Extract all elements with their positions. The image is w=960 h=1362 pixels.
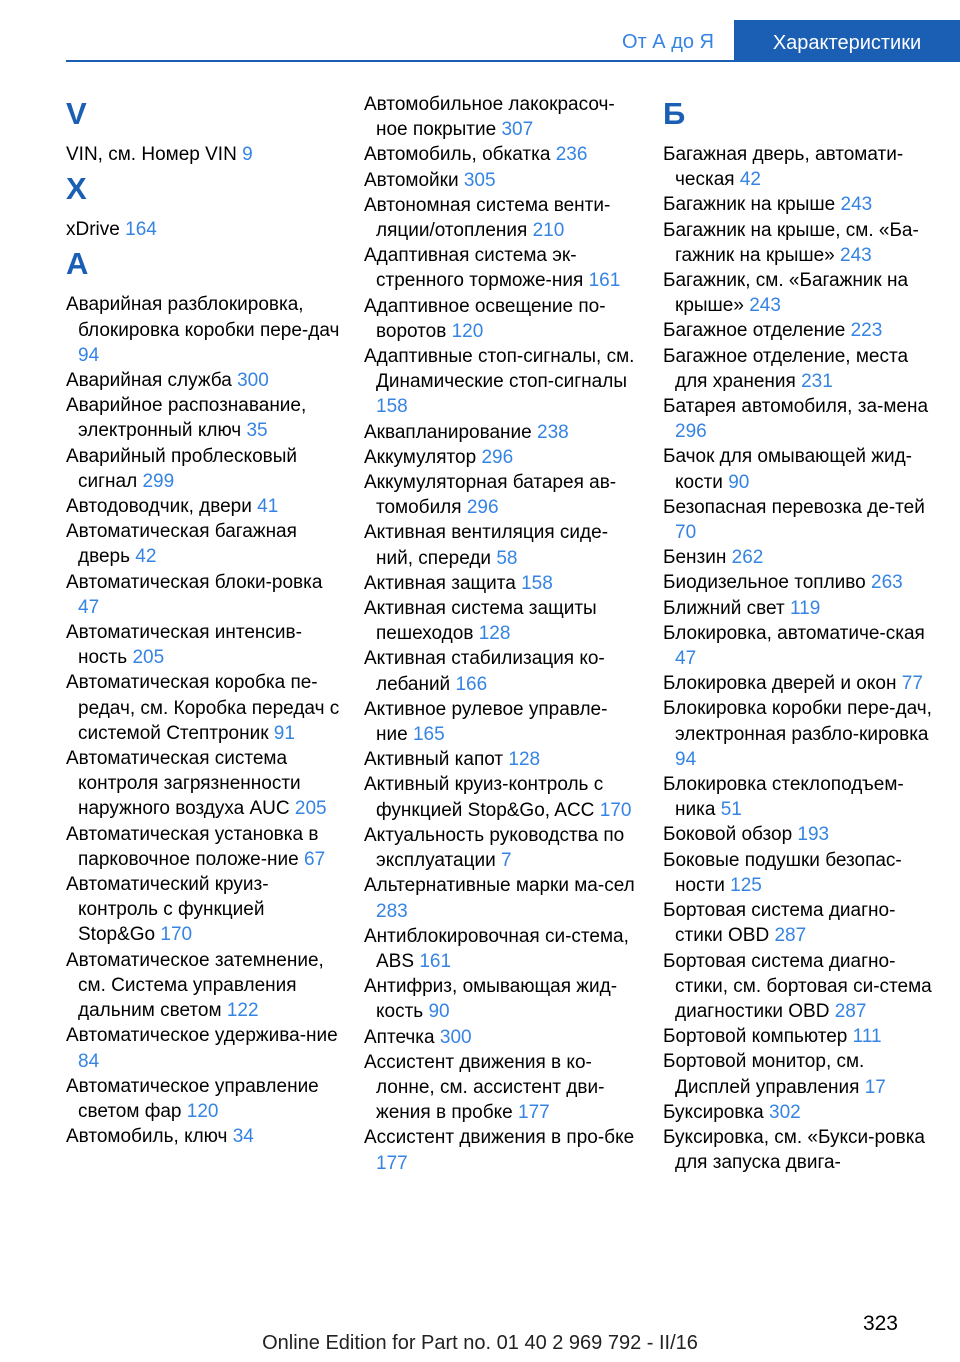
index-entry-text: Активная стабилизация ко-лебаний bbox=[364, 648, 605, 695]
index-page-link[interactable]: 47 bbox=[78, 596, 100, 618]
index-page-link[interactable]: 9 bbox=[242, 144, 253, 165]
index-entry bbox=[364, 747, 639, 772]
index-page-link[interactable]: 287 bbox=[774, 925, 807, 947]
index-page-link[interactable]: 287 bbox=[834, 1000, 867, 1022]
index-page-link[interactable]: 263 bbox=[871, 572, 903, 594]
index-entry bbox=[66, 393, 341, 443]
index-page-link[interactable]: 299 bbox=[142, 470, 175, 492]
index-page-link[interactable]: 205 bbox=[294, 798, 327, 820]
index-page-link[interactable]: 164 bbox=[125, 219, 157, 241]
index-entry-text: VIN, см. Номер VIN bbox=[66, 144, 237, 165]
index-column-3 bbox=[663, 92, 938, 1175]
index-entry bbox=[364, 168, 639, 193]
index-entry-text: Автоматическая система контроля загрязненности наружного воздуха AUC bbox=[66, 748, 301, 820]
index-entry-text: Ассистент движения в ко-лонне, см. ассистент дви-жения в пробке bbox=[364, 1051, 605, 1124]
index-entry bbox=[66, 519, 341, 569]
index-page-link[interactable]: 128 bbox=[508, 749, 541, 771]
index-page-link[interactable]: 231 bbox=[801, 370, 833, 392]
index-entry-text: Автоматическая багажная дверь bbox=[66, 521, 297, 568]
index-entry bbox=[66, 822, 341, 872]
index-entry-text: Автономная система венти-ляции/отопления bbox=[364, 194, 611, 242]
index-entry-text: Антиблокировочная си-стема, ABS bbox=[364, 925, 629, 972]
index-entry bbox=[663, 545, 938, 570]
index-entry-text: Багажник на крыше, см. «Ба-гажник на крыше» bbox=[663, 219, 919, 266]
index-entry bbox=[364, 596, 639, 646]
index-entry-text: xDrive bbox=[66, 219, 120, 241]
edition-footer bbox=[0, 1332, 960, 1355]
index-page-link[interactable]: 296 bbox=[466, 497, 499, 519]
index-page-link[interactable]: 302 bbox=[769, 1101, 801, 1123]
index-entry-text: Багажник, см. «Багажник на крыше» bbox=[663, 270, 909, 317]
index-page-link[interactable]: 243 bbox=[749, 295, 781, 317]
index-entry-text: Альтернативные марки ма-сел bbox=[364, 875, 635, 897]
index-entry-text: Аварийное распознавание, электронный ключ bbox=[66, 395, 307, 442]
index-page-link[interactable]: 94 bbox=[675, 748, 697, 770]
index-entry-text: Адаптивные стоп-сигналы, см. Динамические стоп-сигналы bbox=[364, 346, 635, 393]
index-entry bbox=[66, 620, 341, 670]
index-entry-text: Бортовая система диагно-стики, см. бортовая си-стема диагностики OBD bbox=[663, 950, 932, 1022]
index-entry bbox=[663, 318, 938, 343]
index-page-link[interactable]: 296 bbox=[675, 421, 707, 443]
index-page-link[interactable]: 300 bbox=[439, 1026, 472, 1048]
index-entry-text: Активная система защиты пешеходов bbox=[364, 598, 597, 645]
index-page-link[interactable]: 58 bbox=[496, 547, 518, 569]
index-entry bbox=[364, 974, 639, 1024]
page-number: 323 bbox=[862, 1312, 898, 1335]
index-entry bbox=[364, 294, 639, 344]
index-entry-text: Автомойки bbox=[364, 169, 459, 191]
index-entry bbox=[66, 1023, 341, 1073]
chapter-label[interactable]: Характеристики bbox=[734, 20, 960, 62]
index-entry bbox=[364, 344, 639, 420]
index-page-link[interactable]: 236 bbox=[555, 144, 588, 166]
index-page-link[interactable]: 170 bbox=[599, 799, 632, 821]
index-page-link[interactable]: 77 bbox=[901, 673, 923, 695]
index-entry-text: Актуальность руководства по эксплуатации bbox=[364, 824, 625, 872]
index-entry bbox=[66, 872, 341, 948]
index-letter-heading: V bbox=[66, 96, 87, 131]
index-entry-text: Биодизельное топливо bbox=[663, 572, 866, 594]
index-page-link[interactable]: 307 bbox=[501, 119, 534, 141]
index-page-link[interactable]: 243 bbox=[840, 244, 872, 266]
index-entry bbox=[663, 444, 938, 494]
index-entry bbox=[663, 772, 938, 822]
index-entry bbox=[663, 596, 938, 621]
index-page-link[interactable]: 305 bbox=[463, 169, 496, 191]
index-entry-text: Адаптивное освещение по-воротов bbox=[364, 295, 606, 342]
index-entry-text: Бортовой монитор, см. Дисплей управления bbox=[663, 1051, 865, 1098]
header-rule bbox=[66, 60, 960, 62]
index-entry bbox=[364, 1125, 639, 1175]
index-entry-text: Батарея автомобиля, за-мена bbox=[663, 396, 929, 418]
section-label[interactable]: От А до Я bbox=[622, 31, 714, 53]
index-entry-text: Аварийная разблокировка, блокировка коробки пере-дач bbox=[66, 294, 340, 341]
index-letter-heading: Б bbox=[663, 96, 686, 131]
index-entry-text: Автоматическая коробка пе-редач, см. Коробка передач с системой Стептроник bbox=[66, 672, 340, 744]
index-page-link[interactable]: 238 bbox=[537, 421, 569, 443]
index-page-link[interactable]: 91 bbox=[273, 722, 295, 744]
index-entry bbox=[663, 495, 938, 545]
index-entry bbox=[663, 394, 938, 444]
index-entry bbox=[66, 948, 341, 1024]
index-page-link[interactable]: 158 bbox=[521, 572, 553, 594]
index-page-link[interactable]: 177 bbox=[518, 1102, 550, 1124]
index-entry bbox=[663, 848, 938, 898]
index-entry-text: Автоматическое управление светом фар bbox=[66, 1075, 319, 1122]
index-entry bbox=[66, 746, 341, 822]
index-entry-text: Автоматическая интенсив-ность bbox=[66, 622, 302, 669]
index-page-link[interactable]: 122 bbox=[226, 1000, 259, 1022]
index-page-link[interactable]: 161 bbox=[588, 270, 621, 292]
index-entry bbox=[663, 822, 938, 847]
index-entry bbox=[66, 1124, 341, 1149]
index-entry-text: Буксировка, см. «Букси-ровка для запуска двига- bbox=[663, 1126, 926, 1174]
index-entry bbox=[364, 193, 639, 243]
index-entry-text: Активное рулевое управле-ние bbox=[364, 698, 608, 746]
index-entry bbox=[364, 571, 639, 596]
index-entry-text: Аккумуляторная батарея ав-томобиля bbox=[364, 472, 617, 519]
index-entry bbox=[663, 218, 938, 268]
index-entry bbox=[66, 570, 341, 620]
index-entry bbox=[66, 142, 341, 167]
index-entry bbox=[663, 1125, 938, 1175]
index-entry bbox=[663, 621, 938, 671]
index-entry-text: Антифриз, омывающая жид-кость bbox=[364, 976, 618, 1023]
index-entry bbox=[66, 217, 341, 242]
index-page-link[interactable]: 205 bbox=[132, 647, 165, 669]
index-page-link[interactable]: 120 bbox=[451, 320, 484, 342]
index-entry-text: Багажная дверь, автомати-ческая bbox=[663, 144, 904, 191]
index-entry bbox=[364, 873, 639, 923]
index-entry bbox=[364, 823, 639, 873]
index-entry-text: Аквапланирование bbox=[364, 421, 532, 443]
index-entry bbox=[364, 924, 639, 974]
index-entry bbox=[663, 1049, 938, 1099]
index-entry-text: Автоматическая установка в парковочное положе-ние bbox=[66, 823, 319, 870]
index-entry-text: Бортовой компьютер bbox=[663, 1026, 848, 1048]
index-entry bbox=[364, 142, 639, 167]
index-page-link[interactable]: 166 bbox=[455, 673, 488, 695]
index-entry-text: Автоматическое затемнение, см. Система управления дальним светом bbox=[66, 949, 324, 1022]
index-entry-text: Боковые подушки безопас-ности bbox=[663, 849, 902, 896]
index-entry-text: Аварийный проблесковый сигнал bbox=[66, 445, 298, 492]
index-entry-text: Блокировка, автоматиче-ская bbox=[663, 622, 925, 644]
edition-text: Online Edition for Part no. 01 40 2 969 792 - II/16 bbox=[262, 1332, 698, 1354]
index-page-link[interactable]: 90 bbox=[428, 1001, 450, 1023]
index-page-link[interactable]: 34 bbox=[232, 1126, 254, 1148]
index-entry-text: Активный круиз-контроль с функцией Stop&Go, ACC bbox=[364, 774, 604, 821]
index-column-2 bbox=[364, 92, 639, 1176]
index-entry-text: Активная защита bbox=[364, 572, 516, 594]
index-entry bbox=[364, 772, 639, 822]
index-page-link[interactable]: 262 bbox=[731, 547, 764, 569]
index-entry-text: Буксировка bbox=[663, 1101, 764, 1123]
index-page-link[interactable]: 300 bbox=[237, 370, 269, 392]
index-page-link[interactable]: 94 bbox=[78, 344, 100, 366]
index-page-link[interactable]: 119 bbox=[789, 597, 821, 619]
index-page-link[interactable]: 125 bbox=[730, 874, 762, 896]
index-entry bbox=[364, 646, 639, 696]
index-entry bbox=[364, 92, 639, 142]
index-entry bbox=[663, 898, 938, 948]
index-entry-text: Автоматическое удержива-ние bbox=[66, 1025, 338, 1047]
index-entry-text: Ассистент движения в про-бке bbox=[364, 1127, 635, 1149]
index-letter-heading: А bbox=[66, 246, 89, 282]
index-entry-text: Багажное отделение, места для хранения bbox=[663, 345, 909, 392]
index-entry-text: Ближний свет bbox=[663, 597, 785, 619]
index-page-link[interactable]: 120 bbox=[186, 1100, 219, 1122]
index-entry-text: Багажник на крыше bbox=[663, 194, 836, 216]
index-page-link[interactable]: 158 bbox=[376, 396, 408, 418]
index-page-link[interactable]: 170 bbox=[160, 924, 193, 946]
index-page-link[interactable]: 7 bbox=[500, 850, 512, 872]
index-entry bbox=[663, 1100, 938, 1125]
index-entry bbox=[364, 420, 639, 445]
index-entry-text: Блокировка коробки пере-дач, электронная разбло-кировка bbox=[663, 698, 932, 745]
page-header bbox=[0, 0, 960, 62]
index-page-link[interactable]: 177 bbox=[376, 1152, 408, 1174]
index-page-link[interactable]: 42 bbox=[739, 169, 761, 191]
index-entry-text: Бензин bbox=[663, 547, 727, 569]
index-entry-text: Аварийная служба bbox=[66, 370, 232, 392]
index-entry-text: Активный капот bbox=[364, 749, 504, 771]
index-page-link[interactable]: 223 bbox=[850, 320, 883, 342]
index-page-link[interactable]: 51 bbox=[720, 799, 742, 821]
index-entry-text: Автоматический круиз-контроль с функцией Stop&Go bbox=[66, 874, 269, 946]
index-entry bbox=[364, 520, 639, 570]
index-entry-text: Бачок для омывающей жид-кости bbox=[663, 446, 913, 493]
index-entry-text: Блокировка стеклоподъем-ника bbox=[663, 774, 904, 821]
index-entry bbox=[364, 1025, 639, 1050]
index-entry-text: Блокировка дверей и окон bbox=[663, 673, 897, 695]
index-entry-text: Автомобиль, обкатка bbox=[364, 144, 551, 166]
index-page-link[interactable]: 35 bbox=[246, 420, 268, 442]
index-entry bbox=[66, 292, 341, 368]
index-page-link[interactable]: 17 bbox=[864, 1076, 886, 1098]
index-page-link[interactable]: 42 bbox=[135, 546, 157, 568]
index-entry bbox=[663, 344, 938, 394]
index-entry-text: Аккумулятор bbox=[364, 446, 477, 468]
index-entry bbox=[66, 670, 341, 746]
index-page-link[interactable]: 84 bbox=[78, 1050, 100, 1072]
index-page-link[interactable]: 243 bbox=[840, 194, 873, 216]
index-entry bbox=[663, 696, 938, 772]
index-page-link[interactable]: 210 bbox=[532, 220, 565, 242]
index-entry bbox=[663, 192, 938, 217]
index-page-link[interactable]: 111 bbox=[852, 1026, 882, 1048]
index-entry-text: Аптечка bbox=[364, 1026, 435, 1048]
index-entry bbox=[364, 445, 639, 470]
index-page-link[interactable]: 47 bbox=[675, 648, 697, 670]
index-entry-text: Безопасная перевозка де-тей bbox=[663, 496, 925, 518]
index-page-link[interactable]: 165 bbox=[412, 724, 445, 746]
index-entry-text: Боковой обзор bbox=[663, 824, 793, 846]
index-page-link[interactable]: 296 bbox=[481, 446, 514, 468]
index-entry bbox=[66, 368, 341, 393]
index-entry bbox=[663, 142, 938, 192]
index-entry-text: Бортовая система диагно-стики OBD bbox=[663, 900, 896, 947]
index-column-1 bbox=[66, 92, 341, 1149]
index-entry bbox=[663, 570, 938, 595]
index-entry bbox=[364, 243, 639, 293]
index-entry-text: Активная вентиляция сиде-ний, спереди bbox=[364, 522, 609, 569]
index-entry bbox=[663, 671, 938, 696]
index-entry-text: Багажное отделение bbox=[663, 320, 846, 342]
index-page-link[interactable]: 128 bbox=[478, 623, 511, 645]
index-entry bbox=[66, 1074, 341, 1124]
index-page-link[interactable]: 193 bbox=[797, 824, 830, 846]
index-entry bbox=[663, 1024, 938, 1049]
index-page-link[interactable]: 283 bbox=[376, 900, 408, 922]
index-entry bbox=[66, 444, 341, 494]
index-page-link[interactable]: 67 bbox=[304, 848, 326, 870]
index-page-link[interactable]: 161 bbox=[419, 950, 452, 972]
index-entry bbox=[364, 697, 639, 747]
index-entry-text: Адаптивная система эк-стренного торможе-ния bbox=[364, 245, 584, 292]
index-entry bbox=[663, 949, 938, 1025]
index-entry bbox=[66, 494, 341, 519]
index-entry-text: Автомобиль, ключ bbox=[66, 1126, 228, 1148]
index-entry bbox=[364, 470, 639, 520]
index-entry bbox=[364, 1050, 639, 1126]
index-letter-heading: X bbox=[66, 171, 87, 207]
index-page-link[interactable]: 41 bbox=[257, 496, 279, 518]
index-entry-text: Автоматическая блоки-ровка bbox=[66, 571, 323, 593]
index-entry-text: Автомобильное лакокрасоч-ное покрытие bbox=[364, 94, 615, 141]
index-page-link[interactable]: 90 bbox=[728, 471, 750, 493]
index-entry bbox=[663, 268, 938, 318]
index-page-link[interactable]: 70 bbox=[675, 522, 697, 544]
index-entry-text: Автодоводчик, двери bbox=[66, 496, 252, 518]
